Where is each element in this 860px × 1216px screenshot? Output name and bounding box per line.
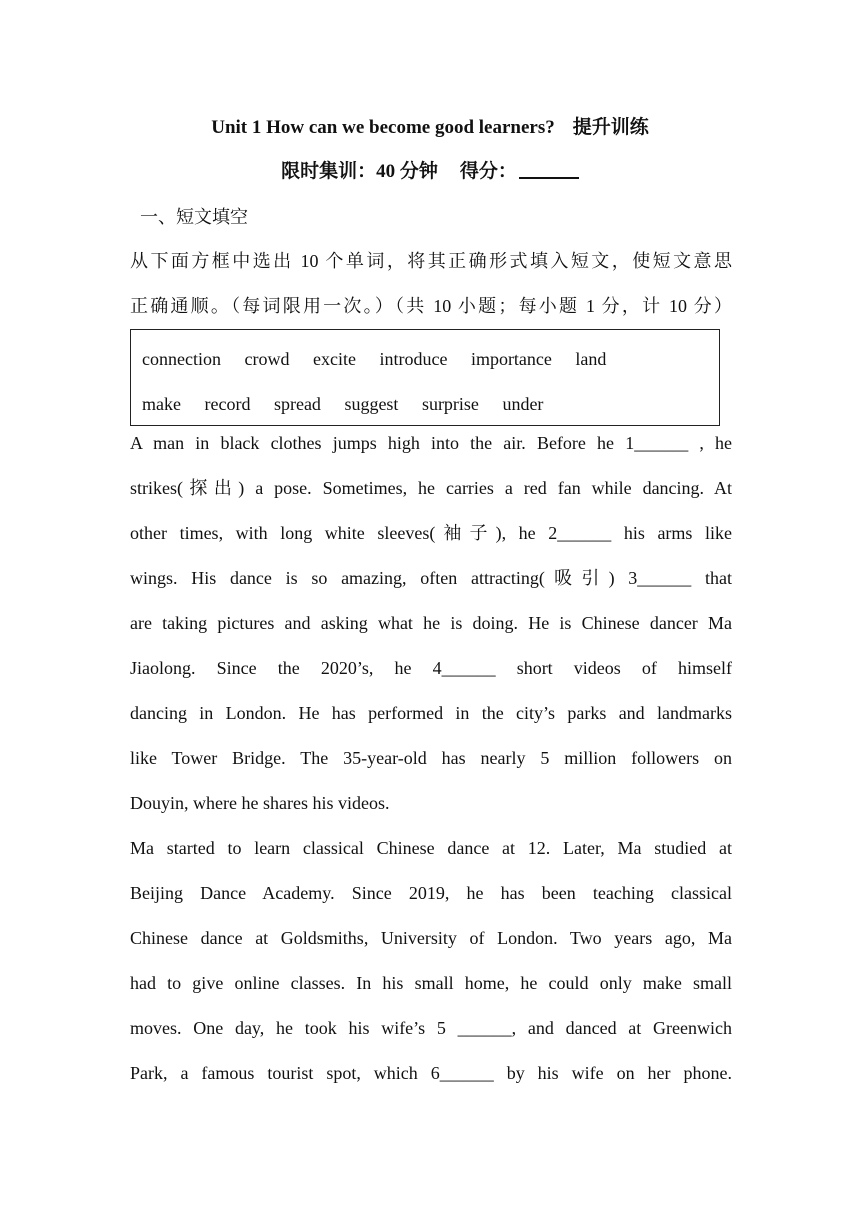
word-bank-row — [142, 392, 562, 416]
passage-line: dancing in London. He has performed in the city’s parks and landmarks — [130, 703, 732, 723]
passage-line: other times, with long white sleeves(袖子), he 2______ his arms like — [130, 523, 733, 543]
answer-blank-6[interactable]: 6______ — [430, 1063, 494, 1083]
instruction-line: 从下面方框中选出 10 个单词，将其正确形式填入短文，使短文意思 — [130, 251, 732, 271]
answer-blank-1[interactable]: 1______ , he — [625, 433, 733, 453]
answer-blank-2[interactable]: 2______ — [548, 523, 612, 543]
reading-passage — [130, 431, 732, 1191]
passage-line: are taking pictures and asking what he is doing. He is Chinese dancer Ma — [130, 613, 732, 633]
word-bank-word: record — [204, 394, 251, 414]
word-bank-word: spread — [273, 394, 321, 414]
passage-line: Beijing Dance Academy. Since 2019, he has been teaching classical — [130, 883, 732, 903]
worksheet-title — [0, 114, 860, 142]
word-bank-word: introduce — [379, 349, 448, 369]
word-bank-word: land — [575, 349, 607, 369]
passage-line: Douyin, where he shares his videos. — [130, 793, 390, 813]
time-score-line — [0, 158, 860, 186]
passage-line: Ma started to learn classical Chinese dance at 12. Later, Ma studied at — [130, 838, 732, 858]
passage-line: moves. One day, he took his wife’s 5 ______, and danced at Greenwich — [130, 1018, 732, 1038]
passage-line: Jiaolong. Since the 2020’s, he 4______ short videos of himself — [130, 658, 733, 678]
answer-blank-3[interactable]: 3______ — [628, 568, 692, 588]
word-bank-word: connection — [142, 349, 221, 369]
passage-line: had to give online classes. In his small home, he could only make small — [130, 973, 732, 993]
instructions — [130, 239, 732, 329]
title-chinese: 提升训练 — [572, 117, 649, 138]
answer-blank-4[interactable]: 4______ — [432, 658, 496, 678]
passage-line: Park, a famous tourist spot, which 6______ by his wife on her phone. — [130, 1063, 732, 1083]
passage-line: Chinese dance at Goldsmiths, University of London. Two years ago, Ma — [130, 928, 732, 948]
instruction-line: 正确通顺。（每词限用一次。）（共 10 小题；每小题 1 分，计 10 分） — [130, 296, 732, 316]
answer-blank-5[interactable]: 5 ______, and danced at Greenwich — [436, 1018, 732, 1038]
passage-line: wings. His dance is so amazing, often attracting(吸引) 3______ that — [130, 568, 732, 588]
word-bank-word: under — [502, 394, 544, 414]
section-heading: 一、短文填空 — [140, 207, 248, 227]
score-blank[interactable] — [519, 159, 579, 179]
word-bank-row — [142, 347, 625, 371]
passage-line: strikes(探出) a pose. Sometimes, he carries a red fan while dancing. At — [130, 478, 732, 498]
score-label: 得分： — [459, 161, 517, 182]
passage-line: A man in black clothes jumps high into the air. Before he 1______ , he — [130, 433, 733, 453]
passage-line: like Tower Bridge. The 35-year-old has nearly 5 million followers on — [130, 748, 732, 768]
word-bank-word: surprise — [421, 394, 479, 414]
title-english: Unit 1 How can we become good learners? — [211, 117, 555, 138]
time-limit: 限时集训：40 分钟 — [281, 161, 438, 182]
word-bank-word: excite — [312, 349, 356, 369]
word-bank-word: crowd — [244, 349, 290, 369]
word-bank-box — [130, 329, 720, 426]
word-bank-word: suggest — [344, 394, 399, 414]
word-bank-word: importance — [470, 349, 552, 369]
word-bank-word: make — [142, 394, 181, 414]
